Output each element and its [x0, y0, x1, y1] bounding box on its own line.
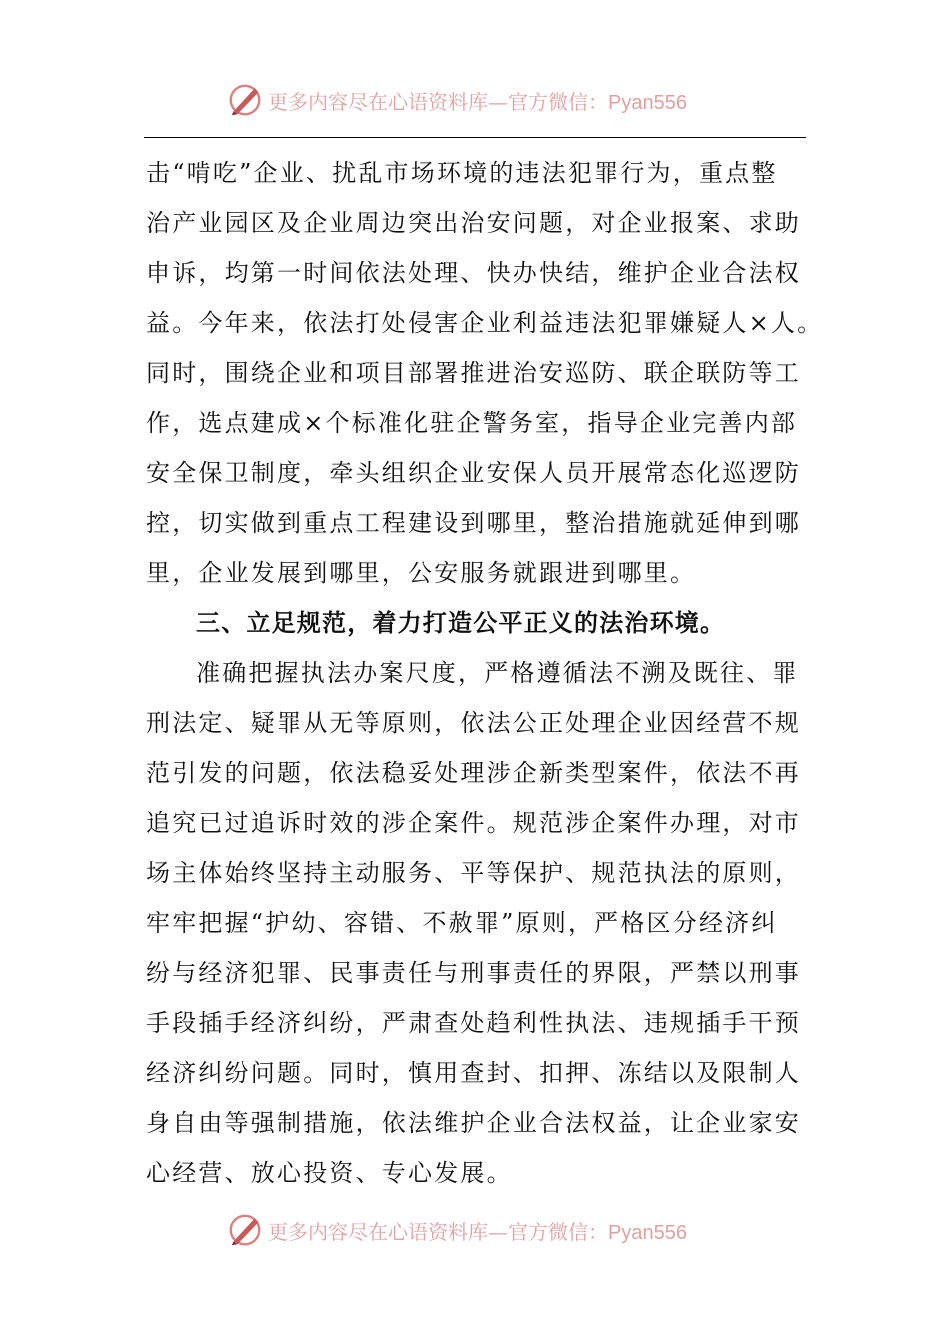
- text-line: 申诉，均第一时间依法处理、快办快结，维护企业合法权: [146, 259, 801, 287]
- text-line: 控，切实做到重点工程建设到哪里，整治措施就延伸到哪: [146, 509, 801, 537]
- text-line: 心经营、放心投资、专心发展。: [146, 1159, 513, 1187]
- text-line: 场主体始终坚持主动服务、平等保护、规范执法的原则，: [146, 859, 801, 887]
- text-line: 追究已过追诉时效的涉企案件。规范涉企案件办理，对市: [146, 809, 801, 837]
- text-line: 准确把握执法办案尺度，严格遵循法不溯及既往、罪: [196, 659, 799, 687]
- pen-circle-icon: [226, 1211, 264, 1249]
- header-divider: [144, 137, 806, 138]
- wechat-id: Pyan556: [608, 91, 687, 114]
- text-line: 经济纠纷问题。同时，慎用查封、扣押、冻结以及限制人: [146, 1059, 801, 1087]
- text-line: 安全保卫制度，牵头组织企业安保人员开展常态化巡逻防: [146, 459, 801, 487]
- text-line: 身自由等强制措施，依法维护企业合法权益，让企业家安: [146, 1109, 801, 1137]
- banner-text: [268, 1216, 687, 1245]
- text-line: 纷与经济犯罪、民事责任与刑事责任的界限，严禁以刑事: [146, 959, 801, 987]
- section-heading: 三、立足规范，着力打造公平正义的法治环境。: [196, 609, 726, 637]
- header-watermark-banner: [226, 80, 746, 120]
- banner-label: 更多内容尽在心语资料库—官方微信：: [268, 1219, 608, 1244]
- wechat-id: Pyan556: [608, 1221, 687, 1244]
- text-line: 治产业园区及企业周边突出治安问题，对企业报案、求助: [146, 209, 801, 237]
- text-line: 益。今年来，依法打处侵害企业利益违法犯罪嫌疑人×人。: [146, 309, 824, 337]
- body-text: [146, 148, 824, 1198]
- text-line: 同时，围绕企业和项目部署推进治安巡防、联企联防等工: [146, 359, 801, 387]
- text-line: 牢牢把握“护幼、容错、不赦罪”原则，严格区分经济纠: [146, 909, 778, 937]
- banner-label: 更多内容尽在心语资料库—官方微信：: [268, 89, 608, 114]
- text-line: 范引发的问题，依法稳妥处理涉企新类型案件，依法不再: [146, 759, 801, 787]
- text-line: 手段插手经济纠纷，严肃查处趋利性执法、违规插手干预: [146, 1009, 801, 1037]
- text-line: 里，企业发展到哪里，公安服务就跟进到哪里。: [146, 559, 697, 587]
- banner-text: [268, 86, 687, 115]
- pen-circle-icon: [226, 81, 264, 119]
- text-line: 刑法定、疑罪从无等原则，依法公正处理企业因经营不规: [146, 709, 801, 737]
- text-line: 击“啃吃”企业、扰乱市场环境的违法犯罪行为，重点整: [146, 159, 778, 187]
- text-line: 作，选点建成×个标准化驻企警务室，指导企业完善内部: [146, 409, 798, 437]
- footer-watermark-banner: [226, 1210, 746, 1250]
